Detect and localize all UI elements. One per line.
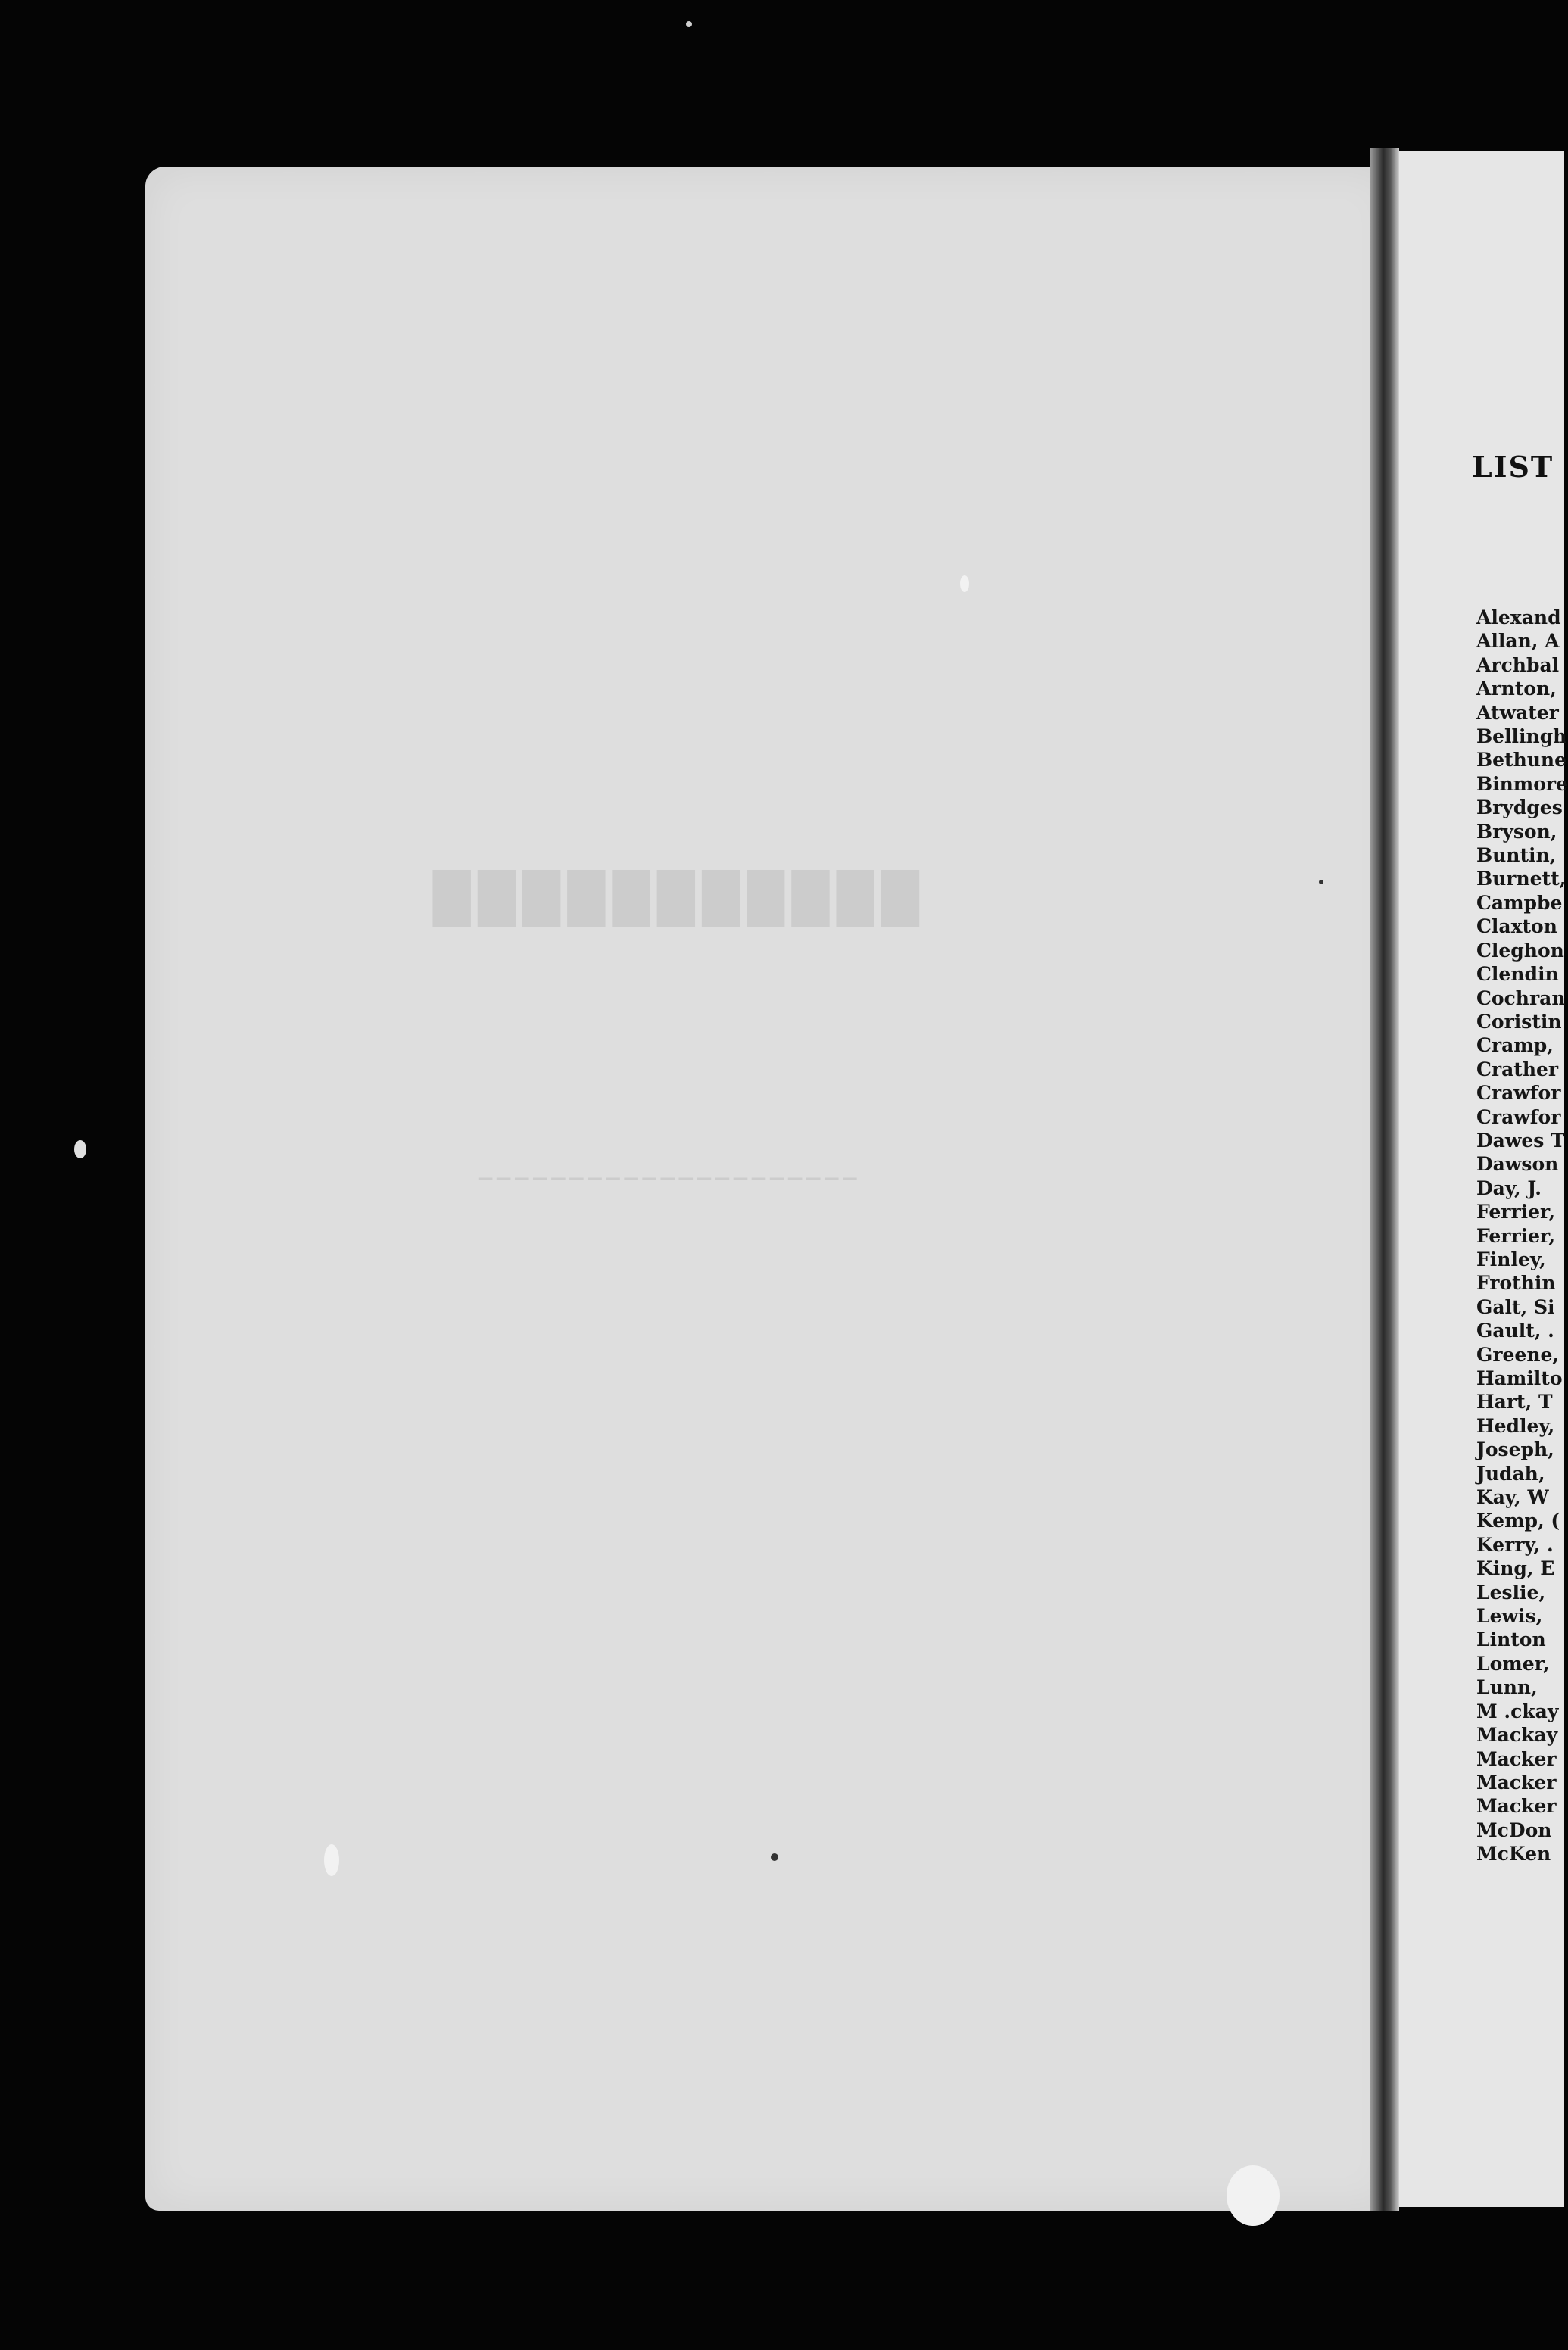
list-item: Hart, T (1476, 1391, 1553, 1413)
list-item: Burnett, (1476, 868, 1566, 890)
list-item: Cochran (1476, 986, 1566, 1009)
list-item: Galt, Si (1476, 1295, 1555, 1318)
list-item: Joseph, (1476, 1438, 1554, 1461)
list-item: Binmore (1476, 772, 1568, 795)
paper-blemish (1319, 880, 1323, 884)
list-item: Ferrier, (1476, 1201, 1556, 1223)
list-item: Lunn, (1476, 1676, 1538, 1699)
list-item: Cramp, (1476, 1034, 1554, 1057)
paper-blemish (324, 1844, 339, 1876)
list-item: Dawes T (1476, 1129, 1565, 1152)
list-item: Finley, (1476, 1248, 1546, 1270)
list-item: Bethune (1476, 749, 1567, 771)
paper-blemish (1227, 2165, 1280, 2226)
list-item: McDon (1476, 1819, 1552, 1841)
list-item: Bellingh (1476, 725, 1567, 748)
list-item: McKen (1476, 1843, 1551, 1865)
name-list (1476, 606, 1568, 1866)
list-item: Dawson (1476, 1153, 1559, 1176)
list-heading: LIST (1472, 450, 1554, 484)
bleed-through-text: ───────────────────── (479, 1166, 862, 1192)
list-item: Judah, (1476, 1462, 1545, 1485)
list-item: Linton (1476, 1628, 1546, 1651)
list-item: Brydges (1476, 796, 1563, 819)
list-item: Hamilto (1476, 1367, 1563, 1389)
paper-blemish (771, 1853, 778, 1861)
list-item: Coristin (1476, 1010, 1562, 1033)
list-item: Greene, (1476, 1343, 1560, 1366)
list-item: Campbe (1476, 891, 1563, 914)
list-item: Frothin (1476, 1272, 1556, 1295)
list-item: Kemp, ( (1476, 1510, 1560, 1532)
list-item: Claxton (1476, 915, 1557, 938)
list-item: M .ckay (1476, 1700, 1559, 1722)
list-item: Allan, A (1476, 630, 1560, 653)
paper-blemish (960, 575, 969, 592)
blank-left-page (145, 167, 1395, 2211)
list-item: Gault, . (1476, 1320, 1554, 1342)
list-item: King, E (1476, 1557, 1555, 1580)
list-item: Crawfor (1476, 1082, 1561, 1105)
list-item: Clendin (1476, 963, 1559, 986)
list-item: Mackay (1476, 1724, 1558, 1747)
list-item: Macker (1476, 1795, 1557, 1818)
list-item: Kerry, . (1476, 1533, 1554, 1556)
bleed-through-text: ███████████ (433, 871, 927, 927)
list-item: Buntin, (1476, 844, 1557, 867)
paper-blemish (74, 1140, 86, 1158)
paper-blemish (686, 21, 692, 27)
list-item: Bryson, (1476, 820, 1557, 843)
list-item: Day, J. (1476, 1177, 1542, 1199)
list-item: Arnton, (1476, 678, 1557, 700)
list-item: Macker (1476, 1771, 1557, 1794)
list-item: Macker (1476, 1747, 1557, 1770)
list-item: Atwater (1476, 701, 1559, 724)
list-item: Crawfor (1476, 1105, 1561, 1128)
list-item: Alexand (1476, 606, 1561, 628)
book-gutter (1370, 148, 1399, 2211)
list-item: Lomer, (1476, 1652, 1550, 1675)
list-item: Lewis, (1476, 1605, 1543, 1628)
list-item: Leslie, (1476, 1581, 1546, 1604)
list-item: Kay, W (1476, 1486, 1549, 1509)
list-item: Ferrier, (1476, 1224, 1556, 1247)
list-item: Hedley, (1476, 1414, 1555, 1437)
list-item: Archbal (1476, 653, 1560, 676)
list-item: Cleghon (1476, 939, 1564, 962)
list-item: Crather (1476, 1058, 1559, 1080)
